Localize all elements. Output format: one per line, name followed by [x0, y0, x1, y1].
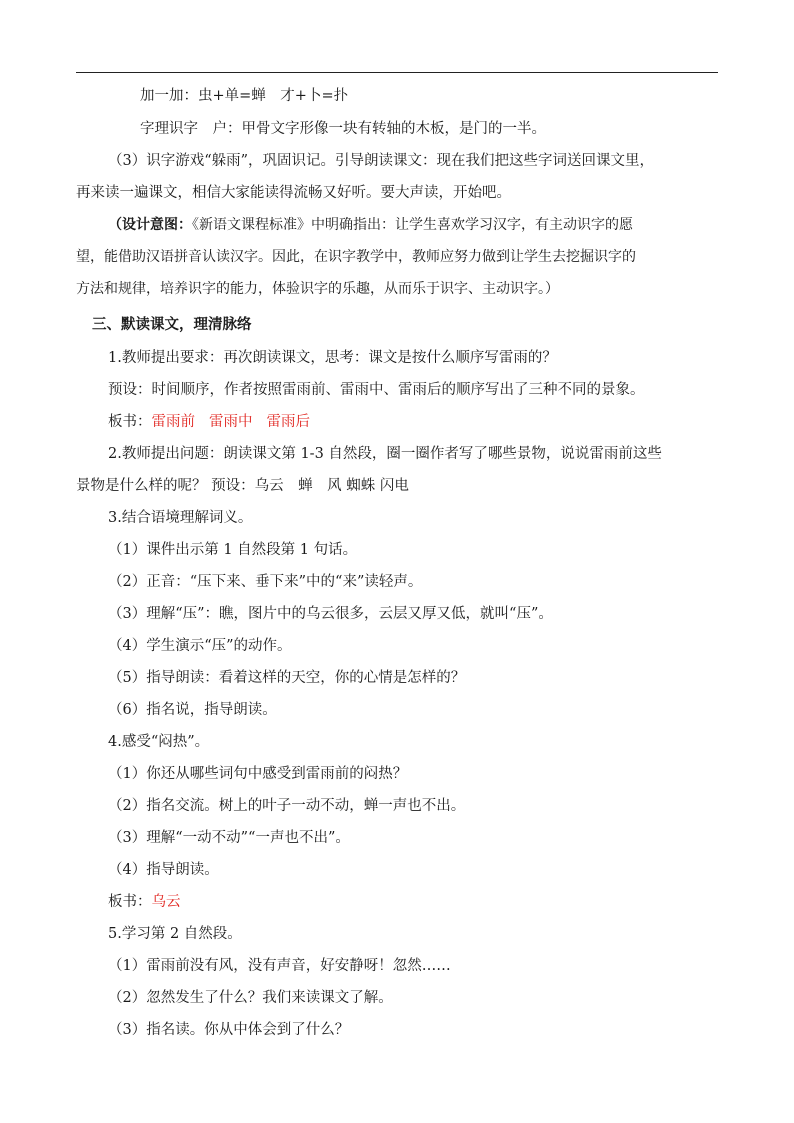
text-line: 4.感受“闷热”。 — [108, 734, 210, 750]
board-item: 乌云 — [151, 894, 181, 910]
text-line: （1）你还从哪些词句中感受到雷雨前的闷热？ — [108, 766, 408, 782]
text-line: （1）课件出示第 1 自然段第 1 句话。 — [108, 542, 358, 558]
text-line: 3.结合语境理解词义。 — [108, 510, 253, 526]
design-intent-text: 《新语文课程标准》中明确指出：让学生喜欢学习汉字，有主动识字的愿 — [192, 217, 633, 233]
board-item: 雷雨中 — [209, 414, 253, 430]
text-line: 1.教师提出要求：再次朗读课文，思考：课文是按什么顺序写雷雨的？ — [108, 350, 557, 366]
board-label: 板书： — [108, 414, 152, 430]
text-line: （3）指名读。你从中体会到了什么？ — [108, 1022, 350, 1038]
board-label: 板书： — [108, 894, 152, 910]
board-writing-line — [108, 892, 181, 912]
text-line: 再来读一遍课文，相信大家能读得流畅又好听。要大声读，开始吧。 — [76, 185, 511, 201]
design-intent-line: 方法和规律，培养识字的能力，体验识字的乐趣，从而乐于识字、主动识字。） — [76, 281, 559, 297]
text-line: （5）指导朗读：看着这样的天空，你的心情是怎样的？ — [108, 670, 466, 686]
text-line: （2）正音：“压下来、垂下来”中的“来”读轻声。 — [108, 574, 423, 590]
header-rule — [76, 72, 718, 73]
text-line: （3）理解“压”：瞧，图片中的乌云很多，云层又厚又低，就叫“压”。 — [108, 606, 553, 622]
text-line: （4）指导朗读。 — [108, 862, 219, 878]
text-line: （6）指名说，指导朗读。 — [108, 702, 277, 718]
text-line: （2）指名交流。树上的叶子一动不动，蝉一声也不出。 — [108, 798, 466, 814]
text-line: 预设：时间顺序，作者按照雷雨前、雷雨中、雷雨后的顺序写出了三种不同的景象。 — [108, 382, 645, 398]
text-line: （4）学生演示“压”的动作。 — [108, 638, 292, 654]
design-intent-line: 望，能借助汉语拼音认读汉字。因此，在识字教学中，教师应努力做到让学生去挖掘识字的 — [76, 249, 636, 265]
text-line: 2.教师提出问题：朗读课文第 1-3 自然段，圈一圈作者写了哪些景物，说说雷雨前这些 — [108, 446, 662, 462]
design-intent-line — [108, 215, 633, 235]
design-intent-label: （设计意图： — [108, 217, 192, 233]
text-line: 加一加：虫+单=蝉 才+卜=扑 — [140, 88, 349, 104]
text-line: （1）雷雨前没有风，没有声音，好安静呀！忽然…… — [108, 958, 451, 974]
board-writing-line — [108, 412, 310, 432]
text-line: 景物是什么样的呢？ 预设：乌云 蝉 风 蜘蛛 闪电 — [76, 478, 409, 494]
text-line: 5.学习第 2 自然段。 — [108, 926, 242, 942]
text-line: （3）识字游戏“躲雨”，巩固识记。引导朗读课文：现在我们把这些字词送回课文里， — [108, 153, 655, 169]
text-line: （3）理解“一动不动”“一声也不出”。 — [108, 830, 350, 846]
board-item: 雷雨后 — [266, 414, 310, 430]
text-line: 字理识字 户：甲骨文字形像一块有转轴的木板，是门的一半。 — [140, 121, 546, 137]
board-item: 雷雨前 — [151, 414, 195, 430]
section-heading: 三、默读课文，理清脉络 — [92, 316, 252, 333]
text-line: （2）忽然发生了什么？我们来读课文了解。 — [108, 990, 393, 1006]
